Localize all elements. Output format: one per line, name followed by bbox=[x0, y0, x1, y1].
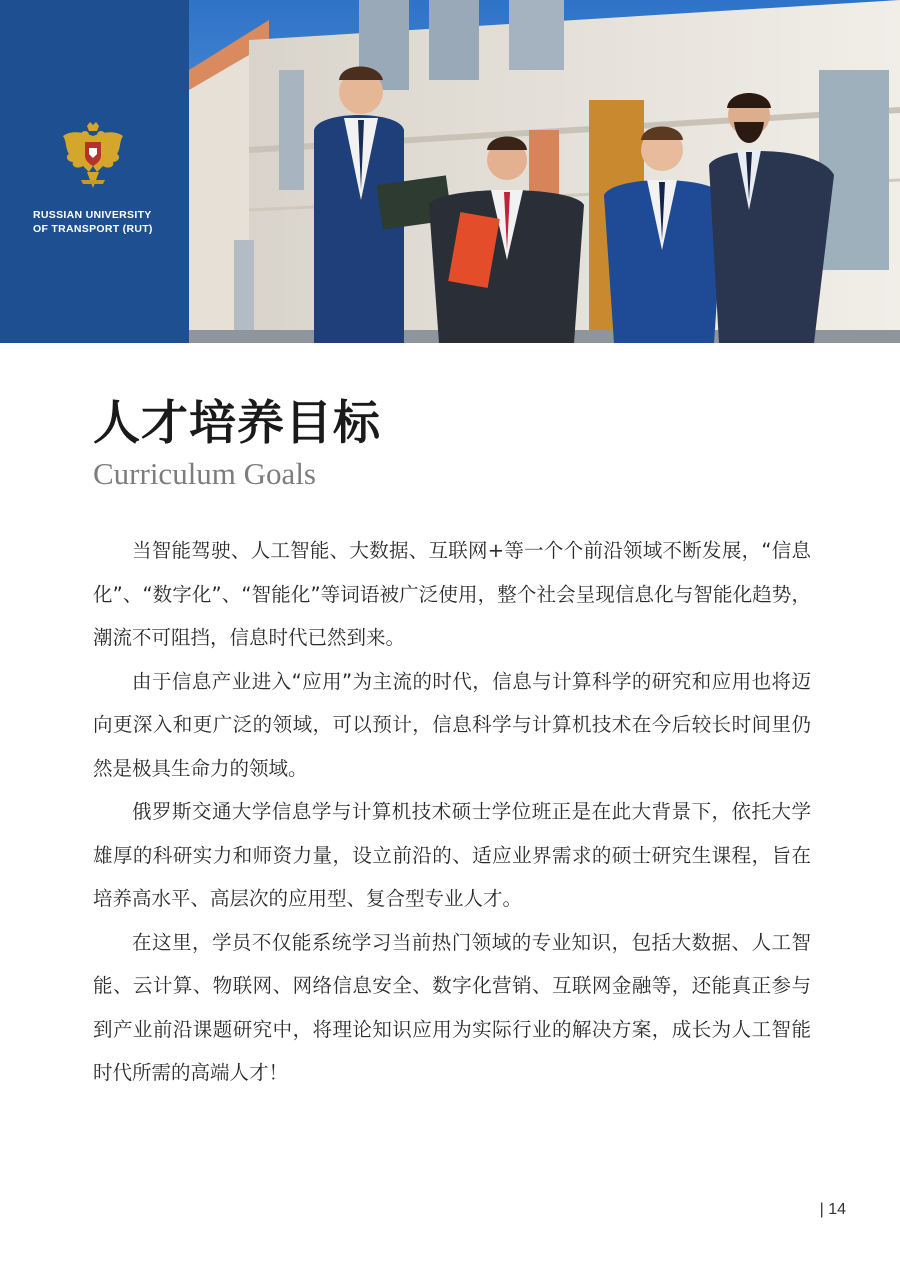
page-title: 人才培养目标 bbox=[93, 396, 381, 451]
university-name bbox=[33, 208, 183, 236]
paragraph: 在这里，学员不仅能系统学习当前热门领域的专业知识，包括大数据、人工智能、云计算、物联网、网络信息安全、数字化营销、互联网金融等，还能真正参与到产业前沿课题研究中，将理论知识应用为实际行业的解决方案，成长为人工智能时代所需的高端人才！ bbox=[93, 930, 811, 1084]
paragraph: 当智能驾驶、人工智能、大数据、互联网+等一个个前沿领域不断发展，“信息化”、“数字化”、“智能化”等词语被广泛使用，整个社会呈现信息化与智能化趋势，潮流不可阻挡，信息时代已然到来。 bbox=[93, 539, 811, 649]
brand-panel bbox=[0, 0, 189, 343]
page-number: | 14 bbox=[819, 1201, 846, 1218]
page-subtitle: Curriculum Goals bbox=[93, 456, 316, 491]
paragraph: 由于信息产业进入“应用”为主流的时代，信息与计算科学的研究和应用也将迈向更深入和更广泛的领域，可以预计，信息科学与计算机技术在今后较长时间里仍然是极具生命力的领域。 bbox=[93, 669, 811, 780]
university-name-line2: OF TRANSPORT (RUT) bbox=[33, 223, 153, 235]
business-students-photo bbox=[189, 0, 900, 343]
paragraph: 俄罗斯交通大学信息学与计算机技术硕士学位班正是在此大背景下，依托大学雄厚的科研实力和师资力量，设立前沿的、适应业界需求的硕士研究生课程，旨在培养高水平、高层次的应用型、复合型专业人才。 bbox=[93, 800, 811, 910]
header-banner bbox=[0, 0, 900, 343]
university-name-line1: RUSSIAN UNIVERSITY bbox=[33, 209, 152, 221]
double-headed-eagle-emblem-icon bbox=[61, 122, 125, 192]
body-text bbox=[93, 529, 811, 1095]
